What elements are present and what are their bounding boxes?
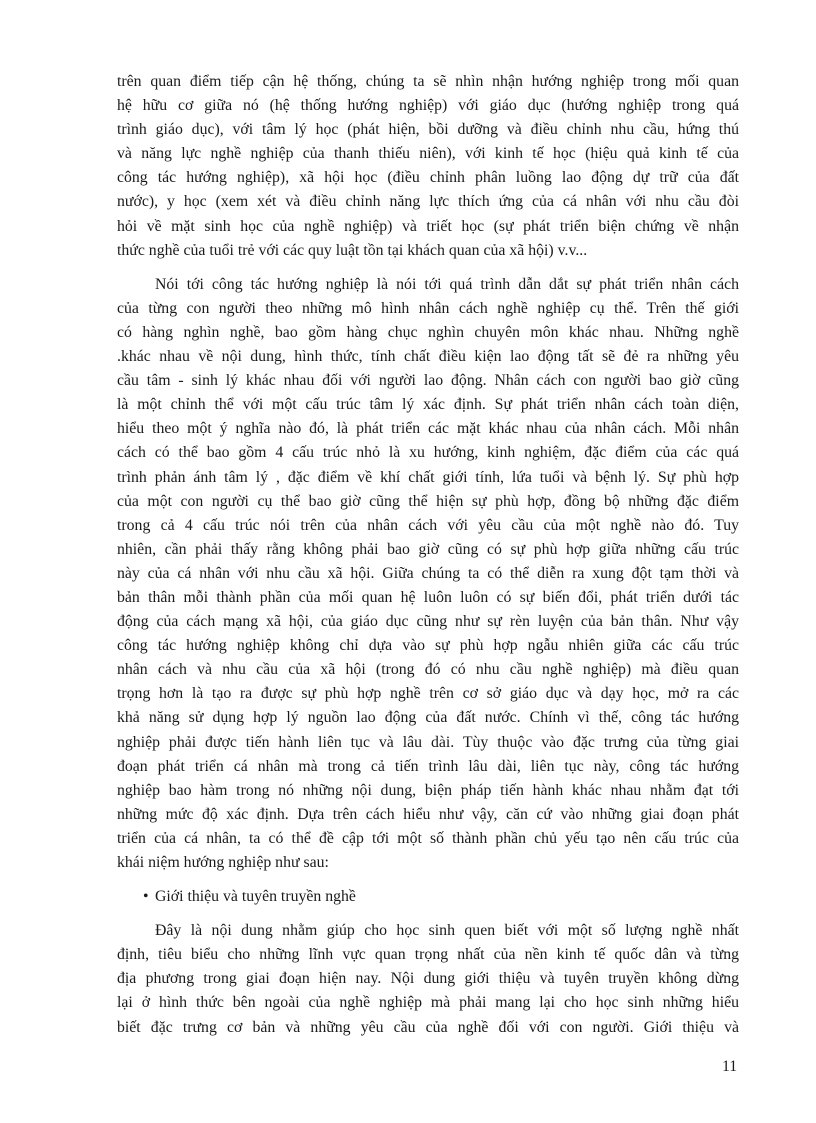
text-line: thức nghề của tuổi trẻ với các quy luật tồn tại khách quan của xã hội) v.v... xyxy=(117,241,588,259)
text-line: hỏi về mặt sinh học của nghề nghiệp) và triết học (sự phát triển biện chứng về nhận xyxy=(117,217,739,235)
text-line: cầu tâm - sinh lý khác nhau đối với người lao động. Nhân cách con người bao giờ cũng xyxy=(117,372,739,390)
text-line: công tác hướng nghiệp), xã hội học (điều chỉnh phân luồng lao động dự trữ của đất xyxy=(117,169,739,187)
text-line: bản thân mỗi thành phần của mối quan hệ luôn luôn có sự biến đổi, phát triển dưới tác xyxy=(117,588,739,606)
text-line: đoạn phát triển cá nhân mà trong cả tiến trình lâu dài, liên tục này, công tác hướng xyxy=(117,757,739,775)
text-line: nghiệp bao hàm trong nó những nội dung, biện pháp tiến hành khác nhau nhằm đạt tới xyxy=(117,781,739,799)
paragraph-3 xyxy=(117,919,739,1039)
text-line: nước), y học (xem xét và điều chỉnh năng lực thích ứng của cá nhân với nhu cầu đòi xyxy=(117,193,739,211)
page-body xyxy=(117,70,739,1040)
text-line: khái niệm hướng nghiệp như sau: xyxy=(117,854,329,871)
text-line: hiểu theo một ý nghĩa nào đó, là phát triển các mặt khác nhau của nhân cách. Mỗi nhân xyxy=(117,420,739,438)
text-line: nhiên, cần phải thấy rằng không phải bao giờ cũng có sự phù hợp giữa những cấu trúc xyxy=(117,540,739,558)
text-line: địa phương trong giai đoạn hiện nay. Nội dung giới thiệu và tuyên truyền không dừng xyxy=(117,970,739,988)
text-line: này của cá nhân với nhu cầu xã hội. Giữa chúng ta có thể diễn ra xung đột tạm thời và xyxy=(117,564,739,582)
text-line: định, tiêu biểu cho những lĩnh vực quan trọng nhất của nền kinh tế quốc dân và từng xyxy=(117,946,739,964)
text-line: công tác hướng nghiệp không chỉ dựa vào sự phù hợp ngẫu nhiên giữa các cấu trúc xyxy=(117,637,739,655)
text-line: triển của cá nhân, ta có thể đề cập tới một số thành phần chủ yếu tạo nên cấu trúc của xyxy=(117,829,739,847)
text-line: những mức độ xác định. Dựa trên cách hiểu như vậy, căn cứ vào những giai đoạn phát xyxy=(117,805,739,823)
bullet-item xyxy=(117,885,739,909)
text-line: và năng lực nghề nghiệp của thanh thiếu niên), với kinh tế học (hiệu quả kinh tế của xyxy=(117,145,739,163)
text-line: hệ hữu cơ giữa nó (hệ thống hướng nghiệp) với giáo dục (hướng nghiệp trong quá xyxy=(117,97,739,115)
text-line: trọng hơn là tạo ra được sự phù hợp nghề trên cơ sở giáo dục và dạy học, mở ra các xyxy=(117,685,739,703)
paragraph-2 xyxy=(117,273,739,875)
text-line: trình phản ánh tâm lý , đặc điểm về khí chất giới tính, lứa tuổi và bệnh lý. Sự phù hợp xyxy=(117,468,739,486)
text-line: khả năng sử dụng hợp lý nguồn lao động của đất nước. Chính vì thế, công tác hướng xyxy=(117,709,739,727)
text-line: trong cả 4 cấu trúc nói trên của nhân cách với yêu cầu của một nghề nào đó. Tuy xyxy=(117,516,739,534)
page-number: 11 xyxy=(722,1058,738,1075)
text-line: có hàng nghìn nghề, bao gồm hàng chục nghìn chuyên môn khác nhau. Những nghề xyxy=(117,323,739,341)
text-line: .khác nhau về nội dung, hình thức, tính chất điều kiện lao động tất sẽ đẻ ra những yêu xyxy=(117,348,739,366)
text-line: lại ở hình thức bên ngoài của nghề nghiệp mà phải mang lại cho học sinh những hiểu xyxy=(117,994,739,1012)
text-line: trên quan điểm tiếp cận hệ thống, chúng ta sẽ nhìn nhận hướng nghiệp trong mối quan xyxy=(117,73,739,90)
text-line: biết đặc trưng cơ bản và những yêu cầu của nghề đối với con người. Giới thiệu và xyxy=(117,1018,739,1036)
text-line: động của cách mạng xã hội, của giáo dục cũng như sự rèn luyện của bản thân. Như vậy xyxy=(117,613,739,631)
text-line: nghiệp phải được tiến hành liên tục và lâu dài. Tùy thuộc vào đặc trưng của từng giai xyxy=(117,733,739,751)
text-line: của một con người cụ thể bao giờ cũng thể hiện sự phù hợp, đồng bộ những đặc điểm xyxy=(117,492,739,510)
text-line: của từng con người theo những mô hình nhân cách nghề nghiệp cụ thể. Trên thế giới xyxy=(117,299,739,317)
text-line: Nói tới công tác hướng nghiệp là nói tới quá trình dẫn dắt sự phát triển nhân cách xyxy=(155,275,739,293)
text-line: cách có thể bao gồm 4 cấu trúc nhỏ là xu hướng, kinh nghiệm, đặc điểm của các quá xyxy=(117,444,739,462)
text-line: nhân cách và nhu cầu của xã hội (trong đó có nhu cầu nghề nghiệp) mà điều quan xyxy=(117,661,739,679)
bullet-text: Giới thiệu và tuyên truyền nghề xyxy=(155,888,356,906)
paragraph-1 xyxy=(117,70,739,263)
text-line: trình giáo dục), với tâm lý học (phát hiện, bồi dưỡng và điều chỉnh nhu cầu, hứng thú xyxy=(117,121,739,139)
text-line: Đây là nội dung nhằm giúp cho học sinh quen biết với một số lượng nghề nhất xyxy=(155,922,739,940)
bullet-icon: • xyxy=(143,888,149,906)
text-line: là một chỉnh thể với một cấu trúc tâm lý xác định. Sự phát triển nhân cách toàn diện, xyxy=(117,396,739,414)
